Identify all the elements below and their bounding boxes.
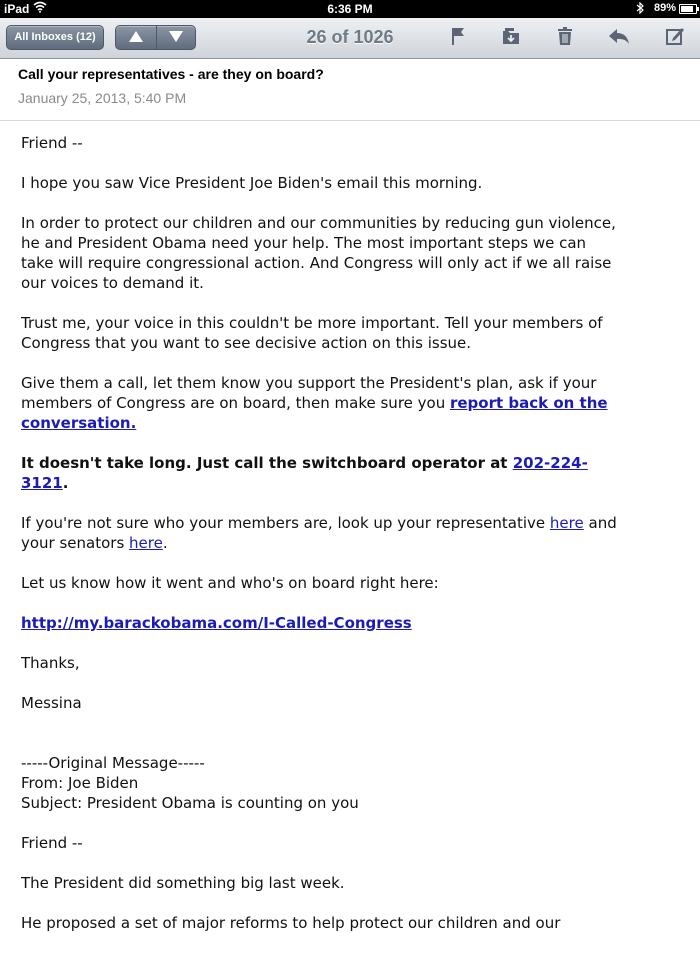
paragraph-text: and your senators xyxy=(21,514,617,552)
paragraph-text: If you're not sure who your members are, look up your representative xyxy=(21,514,550,532)
message-counter: 26 of 1026 xyxy=(306,27,394,47)
url-paragraph xyxy=(21,613,621,633)
up-arrow-icon xyxy=(128,28,144,47)
status-bar xyxy=(0,0,700,18)
greeting: Friend -- xyxy=(21,834,83,852)
senators-here-link[interactable]: here xyxy=(129,534,163,552)
message-navigation xyxy=(115,25,196,50)
paragraph-text: Give them a call, let them know you support the President's plan, ask if your members of Congress are on board, then make sure you xyxy=(21,374,597,412)
move-to-folder-button[interactable] xyxy=(499,26,523,50)
flag-button[interactable] xyxy=(446,26,470,50)
phone-link[interactable]: 202-224-3121 xyxy=(21,454,588,492)
mail-toolbar xyxy=(0,18,700,59)
reply-icon xyxy=(607,26,631,50)
trash-icon xyxy=(556,26,574,50)
delete-button[interactable] xyxy=(553,26,577,50)
original-subject: Subject: President Obama is counting on you xyxy=(21,794,359,812)
compose-icon xyxy=(665,26,685,50)
bluetooth-icon xyxy=(636,2,644,17)
battery-percent: 89% xyxy=(653,2,676,14)
report-back-link[interactable]: report back on the conversation. xyxy=(21,394,608,432)
body-paragraph: Let us know how it went and who's on board right here: xyxy=(21,574,439,592)
flag-icon xyxy=(449,26,467,50)
message-header xyxy=(0,59,700,121)
next-message-button[interactable] xyxy=(156,26,196,49)
message-date: January 25, 2013, 5:40 PM xyxy=(18,90,187,106)
device-name: iPad xyxy=(4,2,30,16)
reply-button[interactable] xyxy=(607,26,631,50)
greeting: Friend -- xyxy=(21,134,83,152)
body-paragraph xyxy=(21,513,621,553)
down-arrow-icon xyxy=(168,28,184,47)
paragraph-text: . xyxy=(162,534,168,552)
clock: 6:36 PM xyxy=(327,2,373,16)
message-subject: Call your representatives - are they on board? xyxy=(18,66,324,82)
all-inboxes-button[interactable]: All Inboxes (12) xyxy=(6,25,104,50)
body-paragraph: Trust me, your voice in this couldn't be more important. Tell your members of Congress that you want to see decisive action on this issue. xyxy=(21,314,603,352)
body-paragraph: The President did something big last week. xyxy=(21,874,345,892)
compose-button[interactable] xyxy=(663,26,687,50)
original-from: From: Joe Biden xyxy=(21,774,139,792)
folder-move-icon xyxy=(501,26,521,50)
switchboard-paragraph xyxy=(21,453,621,493)
paragraph-text: . xyxy=(62,474,69,492)
battery-icon xyxy=(679,4,697,14)
representative-here-link[interactable]: here xyxy=(549,514,584,532)
original-message-header: -----Original Message----- xyxy=(21,754,205,772)
paragraph-text: It doesn't take long. Just call the switchboard operator at xyxy=(21,454,513,472)
sign-off: Thanks, xyxy=(21,654,80,672)
called-congress-link[interactable]: http://my.barackobama.com/I-Called-Congress xyxy=(21,614,412,632)
message-body xyxy=(21,133,621,953)
previous-message-button[interactable] xyxy=(116,26,157,49)
body-paragraph: He proposed a set of major reforms to help protect our children and our xyxy=(21,914,561,932)
signature: Messina xyxy=(21,694,82,712)
body-paragraph xyxy=(21,373,621,433)
body-paragraph: In order to protect our children and our communities by reducing gun violence, he and President Obama need your help. The most important steps we can take will require congressional action. And Congress will only act if we all raise our voices to demand it. xyxy=(21,214,616,292)
body-paragraph: I hope you saw Vice President Joe Biden's email this morning. xyxy=(21,174,483,192)
